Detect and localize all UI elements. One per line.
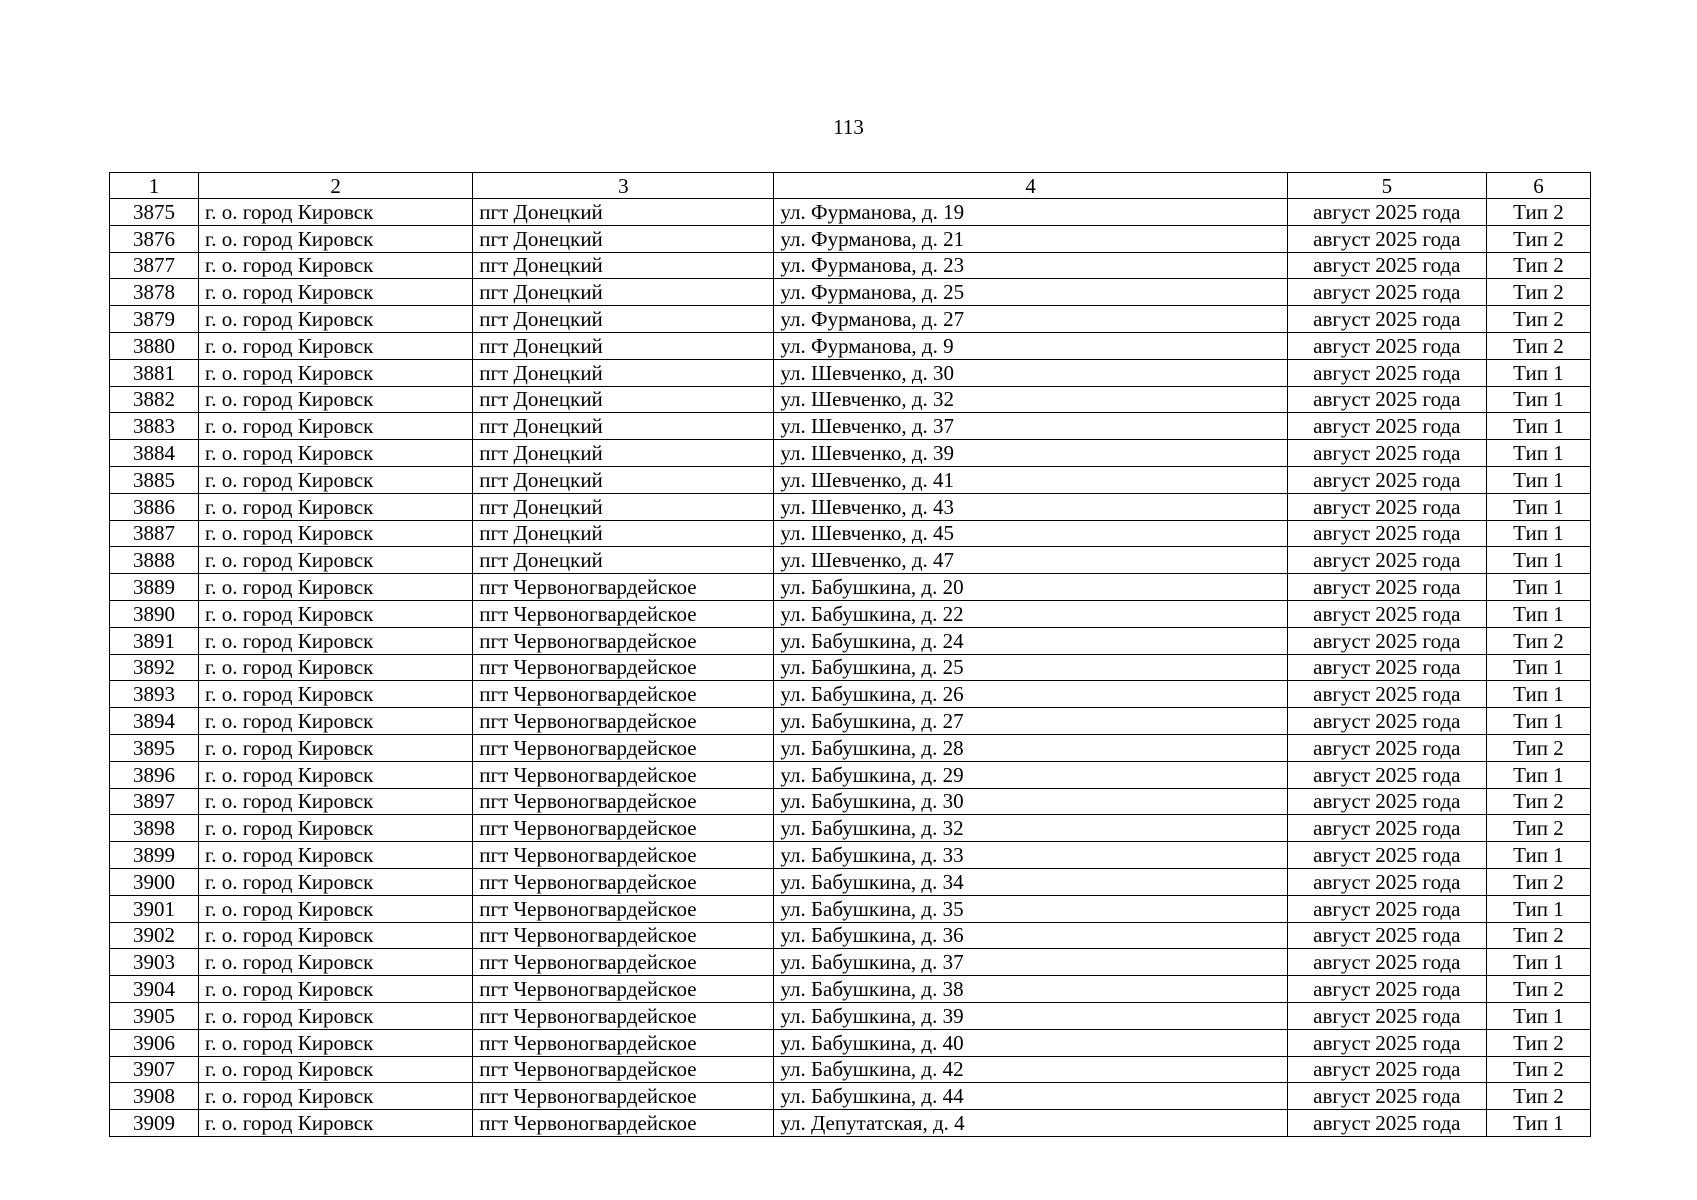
settlement-cell: пгт Червоногвардейское [473, 922, 774, 949]
type-cell: Тип 1 [1486, 761, 1590, 788]
table-header-row [110, 173, 1591, 199]
type-cell: Тип 1 [1486, 1002, 1590, 1029]
column-header: 3 [473, 173, 774, 199]
period-cell: август 2025 года [1287, 413, 1486, 440]
table-row [110, 279, 1591, 306]
settlement-cell: пгт Червоногвардейское [473, 761, 774, 788]
row-number-cell: 3880 [110, 332, 199, 359]
type-cell: Тип 2 [1486, 976, 1590, 1003]
address-cell: ул. Бабушкина, д. 28 [774, 734, 1287, 761]
row-number-cell: 3881 [110, 359, 199, 386]
address-cell: ул. Бабушкина, д. 35 [774, 895, 1287, 922]
row-number-cell: 3895 [110, 734, 199, 761]
table-row [110, 1056, 1591, 1083]
settlement-cell: пгт Червоногвардейское [473, 815, 774, 842]
settlement-cell: пгт Донецкий [473, 440, 774, 467]
settlement-cell: пгт Червоногвардейское [473, 734, 774, 761]
row-number-cell: 3888 [110, 547, 199, 574]
district-cell: г. о. город Кировск [199, 1110, 473, 1137]
row-number-cell: 3877 [110, 252, 199, 279]
period-cell: август 2025 года [1287, 922, 1486, 949]
period-cell: август 2025 года [1287, 976, 1486, 1003]
period-cell: август 2025 года [1287, 708, 1486, 735]
settlement-cell: пгт Червоногвардейское [473, 1083, 774, 1110]
row-number-cell: 3889 [110, 574, 199, 601]
settlement-cell: пгт Донецкий [473, 547, 774, 574]
row-number-cell: 3887 [110, 520, 199, 547]
row-number-cell: 3900 [110, 868, 199, 895]
period-cell: август 2025 года [1287, 252, 1486, 279]
district-cell: г. о. город Кировск [199, 788, 473, 815]
period-cell: август 2025 года [1287, 547, 1486, 574]
settlement-cell: пгт Донецкий [473, 199, 774, 226]
district-cell: г. о. город Кировск [199, 199, 473, 226]
district-cell: г. о. город Кировск [199, 922, 473, 949]
table-row [110, 681, 1591, 708]
district-cell: г. о. город Кировск [199, 734, 473, 761]
table-row [110, 788, 1591, 815]
data-table [109, 172, 1591, 1137]
address-cell: ул. Бабушкина, д. 27 [774, 708, 1287, 735]
settlement-cell: пгт Донецкий [473, 306, 774, 333]
district-cell: г. о. город Кировск [199, 600, 473, 627]
settlement-cell: пгт Донецкий [473, 493, 774, 520]
district-cell: г. о. город Кировск [199, 868, 473, 895]
row-number-cell: 3891 [110, 627, 199, 654]
period-cell: август 2025 года [1287, 574, 1486, 601]
address-cell: ул. Бабушкина, д. 20 [774, 574, 1287, 601]
district-cell: г. о. город Кировск [199, 895, 473, 922]
table-row [110, 949, 1591, 976]
address-cell: ул. Бабушкина, д. 33 [774, 842, 1287, 869]
district-cell: г. о. город Кировск [199, 1056, 473, 1083]
settlement-cell: пгт Червоногвардейское [473, 681, 774, 708]
address-cell: ул. Фурманова, д. 23 [774, 252, 1287, 279]
period-cell: август 2025 года [1287, 493, 1486, 520]
column-header: 1 [110, 173, 199, 199]
address-cell: ул. Бабушкина, д. 37 [774, 949, 1287, 976]
table-row [110, 225, 1591, 252]
table-body [110, 173, 1591, 1137]
row-number-cell: 3882 [110, 386, 199, 413]
settlement-cell: пгт Червоногвардейское [473, 976, 774, 1003]
period-cell: август 2025 года [1287, 868, 1486, 895]
period-cell: август 2025 года [1287, 654, 1486, 681]
table-row [110, 761, 1591, 788]
table-row [110, 842, 1591, 869]
row-number-cell: 3879 [110, 306, 199, 333]
address-cell: ул. Депутатская, д. 4 [774, 1110, 1287, 1137]
column-header: 2 [199, 173, 473, 199]
type-cell: Тип 1 [1486, 386, 1590, 413]
row-number-cell: 3890 [110, 600, 199, 627]
row-number-cell: 3903 [110, 949, 199, 976]
table-row [110, 734, 1591, 761]
settlement-cell: пгт Донецкий [473, 413, 774, 440]
settlement-cell: пгт Донецкий [473, 466, 774, 493]
address-cell: ул. Бабушкина, д. 26 [774, 681, 1287, 708]
table-row [110, 199, 1591, 226]
table-row [110, 976, 1591, 1003]
table-row [110, 520, 1591, 547]
district-cell: г. о. город Кировск [199, 359, 473, 386]
district-cell: г. о. город Кировск [199, 627, 473, 654]
address-cell: ул. Бабушкина, д. 40 [774, 1029, 1287, 1056]
row-number-cell: 3899 [110, 842, 199, 869]
row-number-cell: 3892 [110, 654, 199, 681]
type-cell: Тип 2 [1486, 922, 1590, 949]
row-number-cell: 3894 [110, 708, 199, 735]
period-cell: август 2025 года [1287, 359, 1486, 386]
type-cell: Тип 1 [1486, 574, 1590, 601]
district-cell: г. о. город Кировск [199, 976, 473, 1003]
type-cell: Тип 2 [1486, 252, 1590, 279]
settlement-cell: пгт Червоногвардейское [473, 1002, 774, 1029]
district-cell: г. о. город Кировск [199, 332, 473, 359]
address-cell: ул. Бабушкина, д. 44 [774, 1083, 1287, 1110]
row-number-cell: 3906 [110, 1029, 199, 1056]
table-row [110, 654, 1591, 681]
period-cell: август 2025 года [1287, 627, 1486, 654]
district-cell: г. о. город Кировск [199, 1002, 473, 1029]
type-cell: Тип 1 [1486, 1110, 1590, 1137]
row-number-cell: 3886 [110, 493, 199, 520]
type-cell: Тип 1 [1486, 708, 1590, 735]
period-cell: август 2025 года [1287, 279, 1486, 306]
type-cell: Тип 2 [1486, 815, 1590, 842]
table-row [110, 413, 1591, 440]
period-cell: август 2025 года [1287, 386, 1486, 413]
district-cell: г. о. город Кировск [199, 842, 473, 869]
table-row [110, 1002, 1591, 1029]
period-cell: август 2025 года [1287, 734, 1486, 761]
settlement-cell: пгт Червоногвардейское [473, 1110, 774, 1137]
type-cell: Тип 1 [1486, 949, 1590, 976]
address-cell: ул. Фурманова, д. 25 [774, 279, 1287, 306]
period-cell: август 2025 года [1287, 895, 1486, 922]
address-cell: ул. Фурманова, д. 19 [774, 199, 1287, 226]
column-header: 6 [1486, 173, 1590, 199]
table-row [110, 386, 1591, 413]
table-row [110, 1110, 1591, 1137]
type-cell: Тип 2 [1486, 279, 1590, 306]
row-number-cell: 3898 [110, 815, 199, 842]
type-cell: Тип 1 [1486, 493, 1590, 520]
period-cell: август 2025 года [1287, 1110, 1486, 1137]
row-number-cell: 3905 [110, 1002, 199, 1029]
settlement-cell: пгт Донецкий [473, 386, 774, 413]
address-cell: ул. Шевченко, д. 32 [774, 386, 1287, 413]
address-cell: ул. Бабушкина, д. 42 [774, 1056, 1287, 1083]
type-cell: Тип 2 [1486, 868, 1590, 895]
district-cell: г. о. город Кировск [199, 440, 473, 467]
table-row [110, 815, 1591, 842]
district-cell: г. о. город Кировск [199, 815, 473, 842]
district-cell: г. о. город Кировск [199, 708, 473, 735]
page-number: 113 [833, 115, 864, 139]
period-cell: август 2025 года [1287, 440, 1486, 467]
address-cell: ул. Бабушкина, д. 22 [774, 600, 1287, 627]
address-cell: ул. Бабушкина, д. 30 [774, 788, 1287, 815]
period-cell: август 2025 года [1287, 681, 1486, 708]
type-cell: Тип 1 [1486, 440, 1590, 467]
period-cell: август 2025 года [1287, 761, 1486, 788]
table-row [110, 708, 1591, 735]
address-cell: ул. Фурманова, д. 27 [774, 306, 1287, 333]
column-header: 5 [1287, 173, 1486, 199]
row-number-cell: 3883 [110, 413, 199, 440]
address-cell: ул. Шевченко, д. 30 [774, 359, 1287, 386]
district-cell: г. о. город Кировск [199, 520, 473, 547]
type-cell: Тип 2 [1486, 199, 1590, 226]
type-cell: Тип 1 [1486, 842, 1590, 869]
table-row [110, 895, 1591, 922]
settlement-cell: пгт Червоногвардейское [473, 1029, 774, 1056]
period-cell: август 2025 года [1287, 788, 1486, 815]
type-cell: Тип 1 [1486, 466, 1590, 493]
type-cell: Тип 2 [1486, 1029, 1590, 1056]
row-number-cell: 3897 [110, 788, 199, 815]
address-cell: ул. Бабушкина, д. 36 [774, 922, 1287, 949]
district-cell: г. о. город Кировск [199, 279, 473, 306]
period-cell: август 2025 года [1287, 466, 1486, 493]
address-cell: ул. Шевченко, д. 43 [774, 493, 1287, 520]
settlement-cell: пгт Червоногвардейское [473, 574, 774, 601]
settlement-cell: пгт Червоногвардейское [473, 842, 774, 869]
table-row [110, 466, 1591, 493]
type-cell: Тип 2 [1486, 1056, 1590, 1083]
address-cell: ул. Бабушкина, д. 24 [774, 627, 1287, 654]
type-cell: Тип 1 [1486, 359, 1590, 386]
address-cell: ул. Шевченко, д. 37 [774, 413, 1287, 440]
row-number-cell: 3876 [110, 225, 199, 252]
period-cell: август 2025 года [1287, 1083, 1486, 1110]
table-row [110, 332, 1591, 359]
district-cell: г. о. город Кировск [199, 1083, 473, 1110]
district-cell: г. о. город Кировск [199, 466, 473, 493]
address-cell: ул. Шевченко, д. 45 [774, 520, 1287, 547]
row-number-cell: 3896 [110, 761, 199, 788]
period-cell: август 2025 года [1287, 1002, 1486, 1029]
table-row [110, 440, 1591, 467]
table-row [110, 627, 1591, 654]
type-cell: Тип 1 [1486, 413, 1590, 440]
settlement-cell: пгт Червоногвардейское [473, 600, 774, 627]
period-cell: август 2025 года [1287, 600, 1486, 627]
type-cell: Тип 2 [1486, 734, 1590, 761]
settlement-cell: пгт Донецкий [473, 252, 774, 279]
row-number-cell: 3893 [110, 681, 199, 708]
district-cell: г. о. город Кировск [199, 547, 473, 574]
row-number-cell: 3908 [110, 1083, 199, 1110]
period-cell: август 2025 года [1287, 306, 1486, 333]
settlement-cell: пгт Червоногвардейское [473, 654, 774, 681]
district-cell: г. о. город Кировск [199, 493, 473, 520]
settlement-cell: пгт Донецкий [473, 279, 774, 306]
table-row [110, 547, 1591, 574]
type-cell: Тип 2 [1486, 788, 1590, 815]
row-number-cell: 3878 [110, 279, 199, 306]
settlement-cell: пгт Червоногвардейское [473, 708, 774, 735]
settlement-cell: пгт Донецкий [473, 520, 774, 547]
settlement-cell: пгт Червоногвардейское [473, 868, 774, 895]
settlement-cell: пгт Червоногвардейское [473, 1056, 774, 1083]
address-cell: ул. Фурманова, д. 21 [774, 225, 1287, 252]
settlement-cell: пгт Червоногвардейское [473, 949, 774, 976]
type-cell: Тип 2 [1486, 627, 1590, 654]
settlement-cell: пгт Донецкий [473, 332, 774, 359]
settlement-cell: пгт Червоногвардейское [473, 788, 774, 815]
row-number-cell: 3884 [110, 440, 199, 467]
table-row [110, 600, 1591, 627]
table-row [110, 868, 1591, 895]
address-cell: ул. Бабушкина, д. 29 [774, 761, 1287, 788]
row-number-cell: 3907 [110, 1056, 199, 1083]
period-cell: август 2025 года [1287, 815, 1486, 842]
table-row [110, 252, 1591, 279]
district-cell: г. о. город Кировск [199, 252, 473, 279]
table-row [110, 574, 1591, 601]
period-cell: август 2025 года [1287, 949, 1486, 976]
type-cell: Тип 2 [1486, 1083, 1590, 1110]
district-cell: г. о. город Кировск [199, 761, 473, 788]
period-cell: август 2025 года [1287, 842, 1486, 869]
district-cell: г. о. город Кировск [199, 386, 473, 413]
period-cell: август 2025 года [1287, 1029, 1486, 1056]
period-cell: август 2025 года [1287, 1056, 1486, 1083]
address-cell: ул. Бабушкина, д. 39 [774, 1002, 1287, 1029]
district-cell: г. о. город Кировск [199, 949, 473, 976]
table-row [110, 1029, 1591, 1056]
type-cell: Тип 1 [1486, 520, 1590, 547]
table-row [110, 1083, 1591, 1110]
type-cell: Тип 1 [1486, 681, 1590, 708]
table-row [110, 922, 1591, 949]
settlement-cell: пгт Донецкий [473, 359, 774, 386]
district-cell: г. о. город Кировск [199, 574, 473, 601]
address-cell: ул. Фурманова, д. 9 [774, 332, 1287, 359]
row-number-cell: 3901 [110, 895, 199, 922]
address-cell: ул. Шевченко, д. 39 [774, 440, 1287, 467]
address-cell: ул. Бабушкина, д. 34 [774, 868, 1287, 895]
table-row [110, 359, 1591, 386]
type-cell: Тип 1 [1486, 654, 1590, 681]
address-cell: ул. Бабушкина, д. 38 [774, 976, 1287, 1003]
address-cell: ул. Шевченко, д. 41 [774, 466, 1287, 493]
row-number-cell: 3909 [110, 1110, 199, 1137]
row-number-cell: 3902 [110, 922, 199, 949]
settlement-cell: пгт Червоногвардейское [473, 627, 774, 654]
table-row [110, 306, 1591, 333]
settlement-cell: пгт Донецкий [473, 225, 774, 252]
settlement-cell: пгт Червоногвардейское [473, 895, 774, 922]
table-row [110, 493, 1591, 520]
row-number-cell: 3904 [110, 976, 199, 1003]
address-cell: ул. Бабушкина, д. 25 [774, 654, 1287, 681]
district-cell: г. о. город Кировск [199, 306, 473, 333]
type-cell: Тип 2 [1486, 306, 1590, 333]
district-cell: г. о. город Кировск [199, 1029, 473, 1056]
address-cell: ул. Шевченко, д. 47 [774, 547, 1287, 574]
district-cell: г. о. город Кировск [199, 413, 473, 440]
district-cell: г. о. город Кировск [199, 654, 473, 681]
address-cell: ул. Бабушкина, д. 32 [774, 815, 1287, 842]
row-number-cell: 3875 [110, 199, 199, 226]
column-header: 4 [774, 173, 1287, 199]
type-cell: Тип 1 [1486, 895, 1590, 922]
period-cell: август 2025 года [1287, 225, 1486, 252]
period-cell: август 2025 года [1287, 520, 1486, 547]
district-cell: г. о. город Кировск [199, 225, 473, 252]
type-cell: Тип 2 [1486, 225, 1590, 252]
period-cell: август 2025 года [1287, 199, 1486, 226]
type-cell: Тип 2 [1486, 332, 1590, 359]
type-cell: Тип 1 [1486, 600, 1590, 627]
row-number-cell: 3885 [110, 466, 199, 493]
type-cell: Тип 1 [1486, 547, 1590, 574]
period-cell: август 2025 года [1287, 332, 1486, 359]
district-cell: г. о. город Кировск [199, 681, 473, 708]
